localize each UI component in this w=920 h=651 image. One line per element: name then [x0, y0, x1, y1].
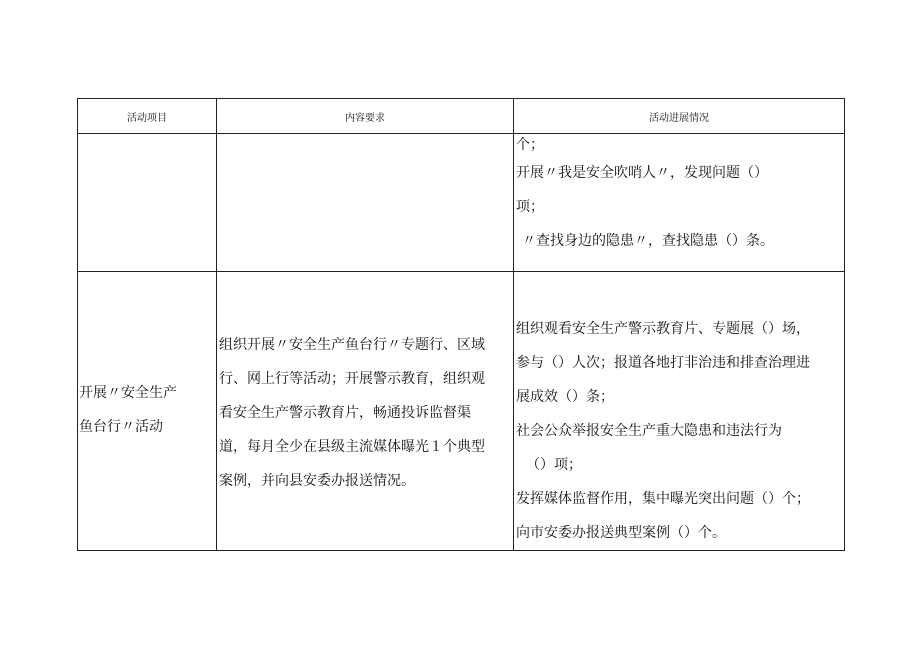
activity-table [77, 98, 845, 551]
progress-line: 社会公众举报安全生产重大隐患和违法行为 [516, 423, 782, 439]
progress-line: 项； [516, 199, 544, 215]
header-activity-progress: 活动进展情况 [514, 99, 845, 134]
row1-content-cell [217, 134, 514, 272]
progress-line: 发挥媒体监督作用，集中曝光突出问题（）个； [516, 491, 810, 507]
content-line: 看安全生产警示教育片，畅通投诉监督渠 [219, 405, 471, 421]
progress-line: 个； [516, 137, 544, 153]
progress-line: 组织观看安全生产警示教育片、专题展（）场， [516, 321, 810, 337]
progress-line: 参与（）人次；报道各地打非治违和排查治理进 [516, 355, 810, 371]
progress-line: 〃查找身边的隐患〃，查找隐患（）条。 [522, 233, 774, 249]
content-line: 行、网上行等活动；开展警示教育，组织观 [219, 371, 485, 387]
progress-line: 展成效（）条； [516, 389, 614, 405]
header-activity-item: 活动项目 [78, 99, 217, 134]
activity-line: 开展〃安全生产 [79, 385, 177, 401]
table-row [78, 134, 845, 272]
row2-progress-cell [514, 272, 845, 551]
row1-activity-cell [78, 134, 217, 272]
content-line: 组织开展〃安全生产鱼台行〃专题行、区域 [219, 337, 485, 353]
progress-line: （）项； [526, 457, 582, 473]
table-row [78, 272, 845, 551]
row2-activity-cell [78, 272, 217, 551]
header-content-requirements: 内容要求 [217, 99, 514, 134]
progress-line: 开展〃我是安全吹哨人〃，发现问题（） [516, 165, 768, 181]
content-line: 案例，并向县安委办报送情况。 [219, 473, 415, 489]
activity-line: 鱼台行〃活动 [79, 419, 163, 435]
progress-line: 向市安委办报送典型案例（）个。 [516, 525, 726, 541]
row1-progress-cell [514, 134, 845, 272]
header-row [78, 99, 845, 134]
row2-content-cell [217, 272, 514, 551]
content-line: 道，每月全少在县级主流媒体曝光１个典型 [219, 439, 485, 455]
